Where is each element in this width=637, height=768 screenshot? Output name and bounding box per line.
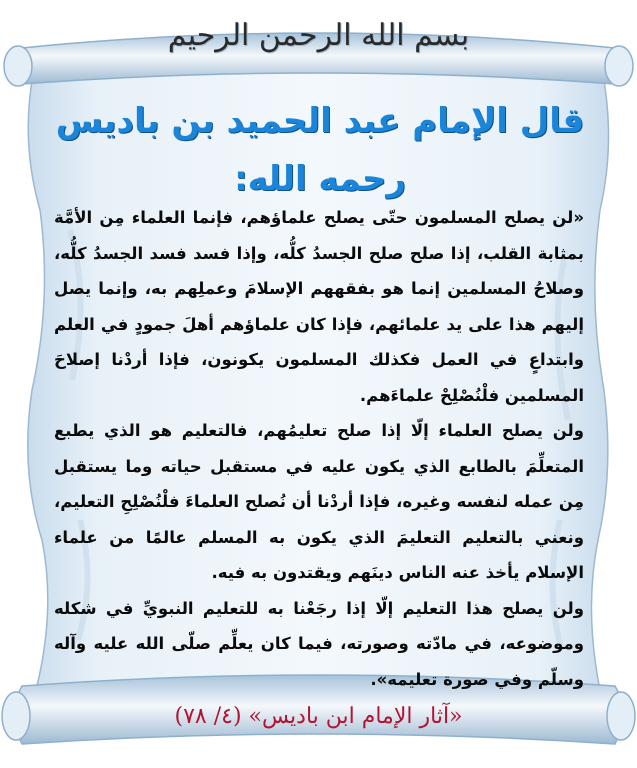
quote-paragraph-1: «لن يصلح المسلمون حتّى يصلح علماؤهم، فإنما العلماء مِن الأمَّة بمثابة القلب، إذا صلح صلح الجسدُ كلُّه، وإذا فسد فسد الجسدُ كلُّه، وصلاحُ المسلمين إنما هو بفقههم الإسلامَ وعملِهم به، وإنما يصل إليهم هذا على يد علمائهم، فإذا كان علماؤهم أهلَ جمودٍ في العلم وابتداعٍ في العمل فكذلك المسلمون يكونون، فإذا أردْنا إصلاحَ المسلمين فلْنُصْلِحْ علماءَهم. [54,208,584,405]
page-title: قال الإمام عبد الحميد بن باديس رحمه الله: [55,101,585,199]
quote-paragraph-2: ولن يصلح العلماء إلّا إذا صلح تعليمُهم، فالتعليم هو الذي يطبع المتعلِّمَ بالطابع الذي يكون عليه في مستقبل حياته وما يستقبل مِن عمله لنفسه وغيره، فإذا أردْنا أن نُصلح العلماءَ فلْنُصْلِحِ التعليم، ونعني بالتعليم التعليمَ الذي يكون به المسلم عالمًا من علماء الإسلام يأخذ عنه الناس دينَهم ويقتدون به فيه. [54,421,584,582]
basmala-calligraphy: بسم الله الرحمن الرحيم [167,18,470,53]
source-citation: «آثار الإمام ابن باديس» (٤/ ٧٨) [174,704,463,729]
quote-paragraph-3: ولن يصلح هذا التعليم إلّا إذا رجَعْنا به للتعليم النبويِّ في شكله وموضوعه، في مادّته وصورته، فيما كان يعلِّم صلّى الله عليه وآله وسلّم وفي صورة تعليمه». [54,598,584,689]
quote-body [54,200,584,697]
